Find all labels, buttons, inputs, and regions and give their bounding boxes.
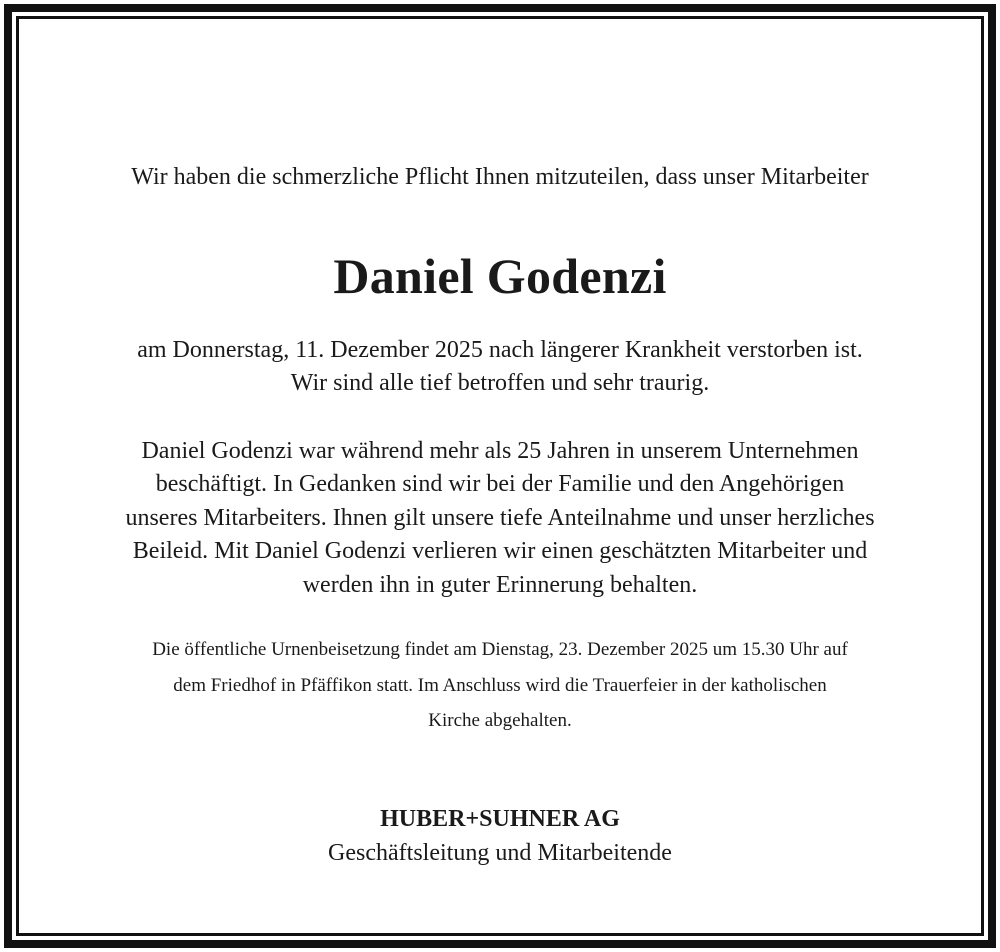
tribute-line: werden ihn in guter Erinnerung behalten. <box>302 572 698 598</box>
tribute-line: unseres Mitarbeiters. Ihnen gilt unsere tiefe Anteilnahme und unser herzliches <box>125 505 875 531</box>
company-name: HUBER+SUHNER AG <box>380 806 620 832</box>
tribute-line: Daniel Godenzi war während mehr als 25 Jahren in unserem Unternehmen <box>141 438 859 464</box>
deceased-name: Daniel Godenzi <box>333 248 667 304</box>
tribute-line: beschäftigt. In Gedanken sind wir bei der Familie und den Angehörigen <box>155 471 845 497</box>
obituary-notice <box>19 19 981 933</box>
tribute-line: Beileid. Mit Daniel Godenzi verlieren wir einen geschätzten Mitarbeiter und <box>132 538 868 564</box>
funeral-info-line: Kirche abgehalten. <box>428 710 572 731</box>
intro-text: Wir haben die schmerzliche Pflicht Ihnen mitzuteilen, dass unser Mitarbeiter <box>131 164 869 190</box>
death-date-line: am Donnerstag, 11. Dezember 2025 nach längerer Krankheit verstorben ist. <box>137 337 863 363</box>
signature-department: Geschäftsleitung und Mitarbeitende <box>328 840 672 866</box>
funeral-info-line: dem Friedhof in Pfäffikon statt. Im Anschluss wird die Trauerfeier in der katholischen <box>173 675 827 696</box>
condolence-line: Wir sind alle tief betroffen und sehr traurig. <box>290 370 710 396</box>
funeral-info-line: Die öffentliche Urnenbeisetzung findet am Dienstag, 23. Dezember 2025 um 15.30 Uhr auf <box>152 639 848 660</box>
